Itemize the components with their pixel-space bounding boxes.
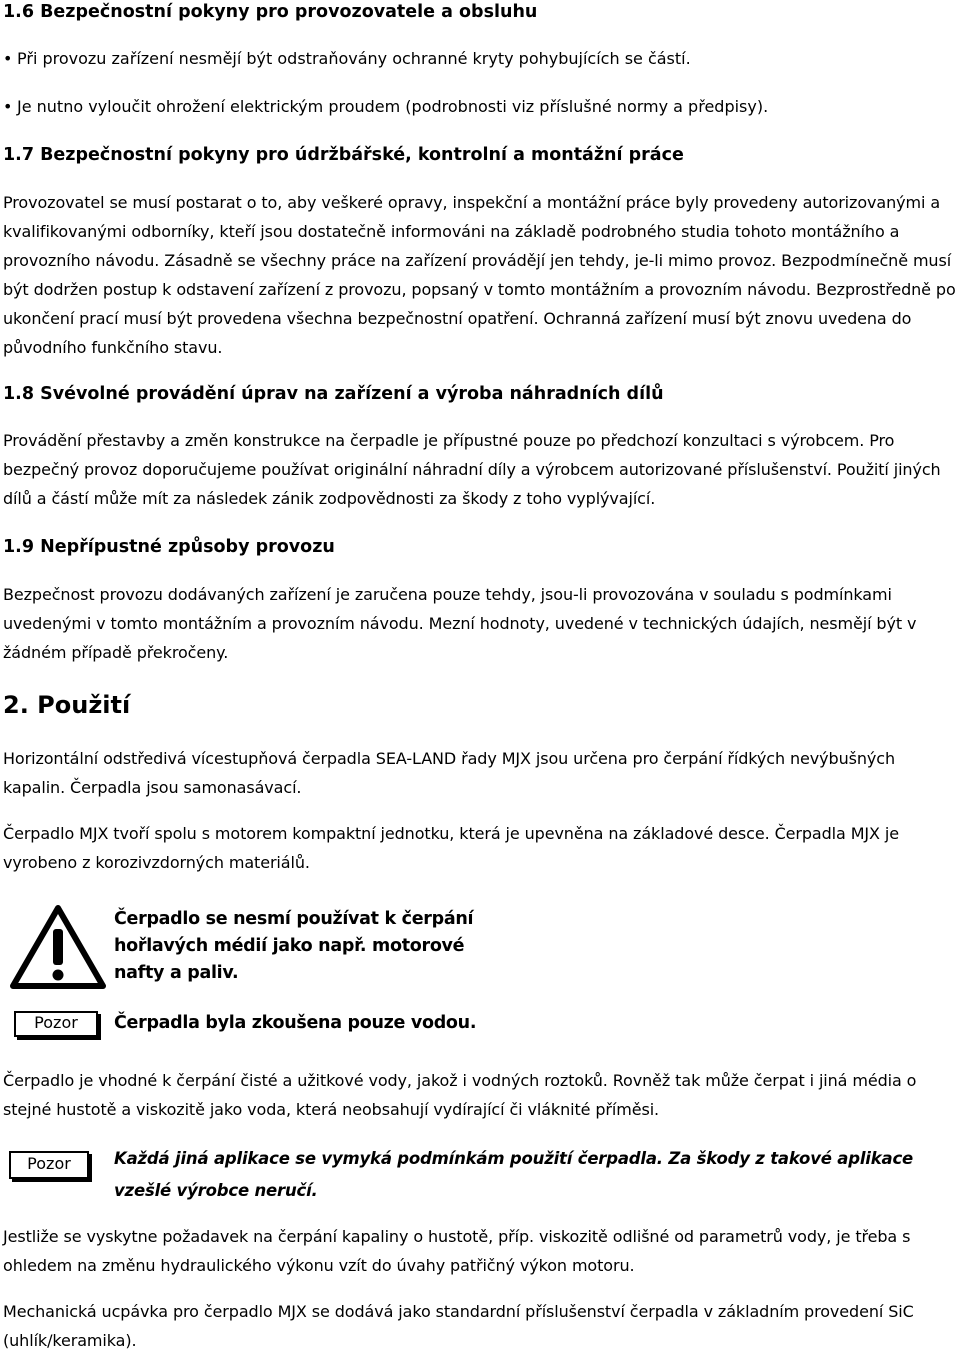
heading-1-6: 1.6 Bezpečnostní pokyny pro provozovatele a obsluhu <box>3 2 538 22</box>
warning-line: nafty a paliv. <box>114 963 239 983</box>
bullet-item <box>3 95 958 119</box>
paragraph-usage-1: Horizontální odstředivá vícestupňová čerpadla SEA-LAND řady MJX jsou určena pro čerpání řídkých nevýbušných kapalin. Čerpadla jsou samonasávací. <box>3 749 895 797</box>
heading-1-7: 1.7 Bezpečnostní pokyny pro údržbářské, kontrolní a montážní práce <box>3 145 684 165</box>
warning-graphic <box>10 905 490 1040</box>
paragraph-1-7: Provozovatel se musí postarat o to, aby veškeré opravy, inspekční a montážní práce byly provedeny autorizovanými a kvalifikovanými odborníky, kteří jsou dostatečně informováni na základě podrobného studia tohoto montážního a provozního návodu. Zásadně se všechny práce na zařízení provádějí jen tehdy, je-li mimo provoz. Bezpodmínečně musí být dodržen postup k odstavení zařízení z provozu, popsaný v tomto montážním a provozním návodu. Bezprostředně po ukončení prací musí být provedena všechna bezpečnostní opatření. Ochranná zařízení musí být znovu uvedena do původního funkčního stavu. <box>3 193 956 357</box>
paragraph-1-8: Provádění přestavby a změn konstrukce na čerpadle je přípustné pouze po předchozí konzultaci s výrobcem. Pro bezpečný provoz doporučujeme používat originální náhradní díly a výrobcem autorizované příslušenství. Použití jiných dílů a částí může mít za následek zánik zodpovědnosti za škody z toho vyplývající. <box>3 431 941 508</box>
warning-triangle-icon <box>10 905 106 989</box>
warning-line: hořlavých médií jako např. motorové <box>114 936 465 956</box>
pozor-label: Pozor <box>9 1151 89 1179</box>
warning-pozor-text: Čerpadla byla zkoušena pouze vodou. <box>114 1013 477 1033</box>
paragraph-usage-2: Čerpadlo MJX tvoří spolu s motorem kompaktní jednotku, která je upevněna na základové desce. Čerpadla MJX je vyrobeno z korozivzdorných materiálů. <box>3 824 899 872</box>
paragraph-1-9: Bezpečnost provozu dodávaných zařízení je zaručena pouze tehdy, jsou-li provozována v souladu s podmínkami uvedenými v tomto montážním a provozním návodu. Mezní hodnoty, uvedené v technických údajích, nesmějí být v žádném případě překročeny. <box>3 585 917 662</box>
bullet-dot: • <box>3 97 13 116</box>
bullet-text: Je nutno vyloučit ohrožení elektrickým proudem (podrobnosti viz příslušné normy a předpisy). <box>17 97 769 116</box>
paragraph-usage-5: Mechanická ucpávka pro čerpadlo MJX se dodává jako standardní příslušenství čerpadla v základním provedení SiC (uhlík/keramika). <box>3 1302 914 1350</box>
paragraph-usage-3: Čerpadlo je vhodné k čerpání čisté a užitkové vody, jakož i vodných roztoků. Rovněž tak může čerpat i jiná média o stejné hustotě a viskozitě jako voda, která neobsahují vydírající či vláknité příměsi. <box>3 1071 917 1119</box>
paragraph-usage-4: Jestliže se vyskytne požadavek na čerpání kapaliny o hustotě, příp. viskozitě odlišné od parametrů vody, je třeba s ohledem na změnu hydraulického výkonu vzít do úvahy patřičný výkon motoru. <box>3 1227 911 1275</box>
warning-line: Čerpadlo se nesmí používat k čerpání <box>114 909 474 929</box>
bullet-item <box>3 47 958 71</box>
bullet-dot: • <box>3 49 13 68</box>
heading-2: 2. Použití <box>3 691 131 719</box>
warning-note: Každá jiná aplikace se vymyká podmínkám použití čerpadla. Za škody z takové aplikace vzešlé výrobce neručí. <box>114 1149 914 1200</box>
heading-1-9: 1.9 Nepřípustné způsoby provozu <box>3 537 335 557</box>
pozor-label: Pozor <box>14 1011 98 1037</box>
bullet-text: Při provozu zařízení nesmějí být odstraňovány ochranné kryty pohybujících se částí. <box>17 49 691 68</box>
heading-1-8: 1.8 Svévolné provádění úprav na zařízení a výroba náhradních dílů <box>3 384 664 404</box>
